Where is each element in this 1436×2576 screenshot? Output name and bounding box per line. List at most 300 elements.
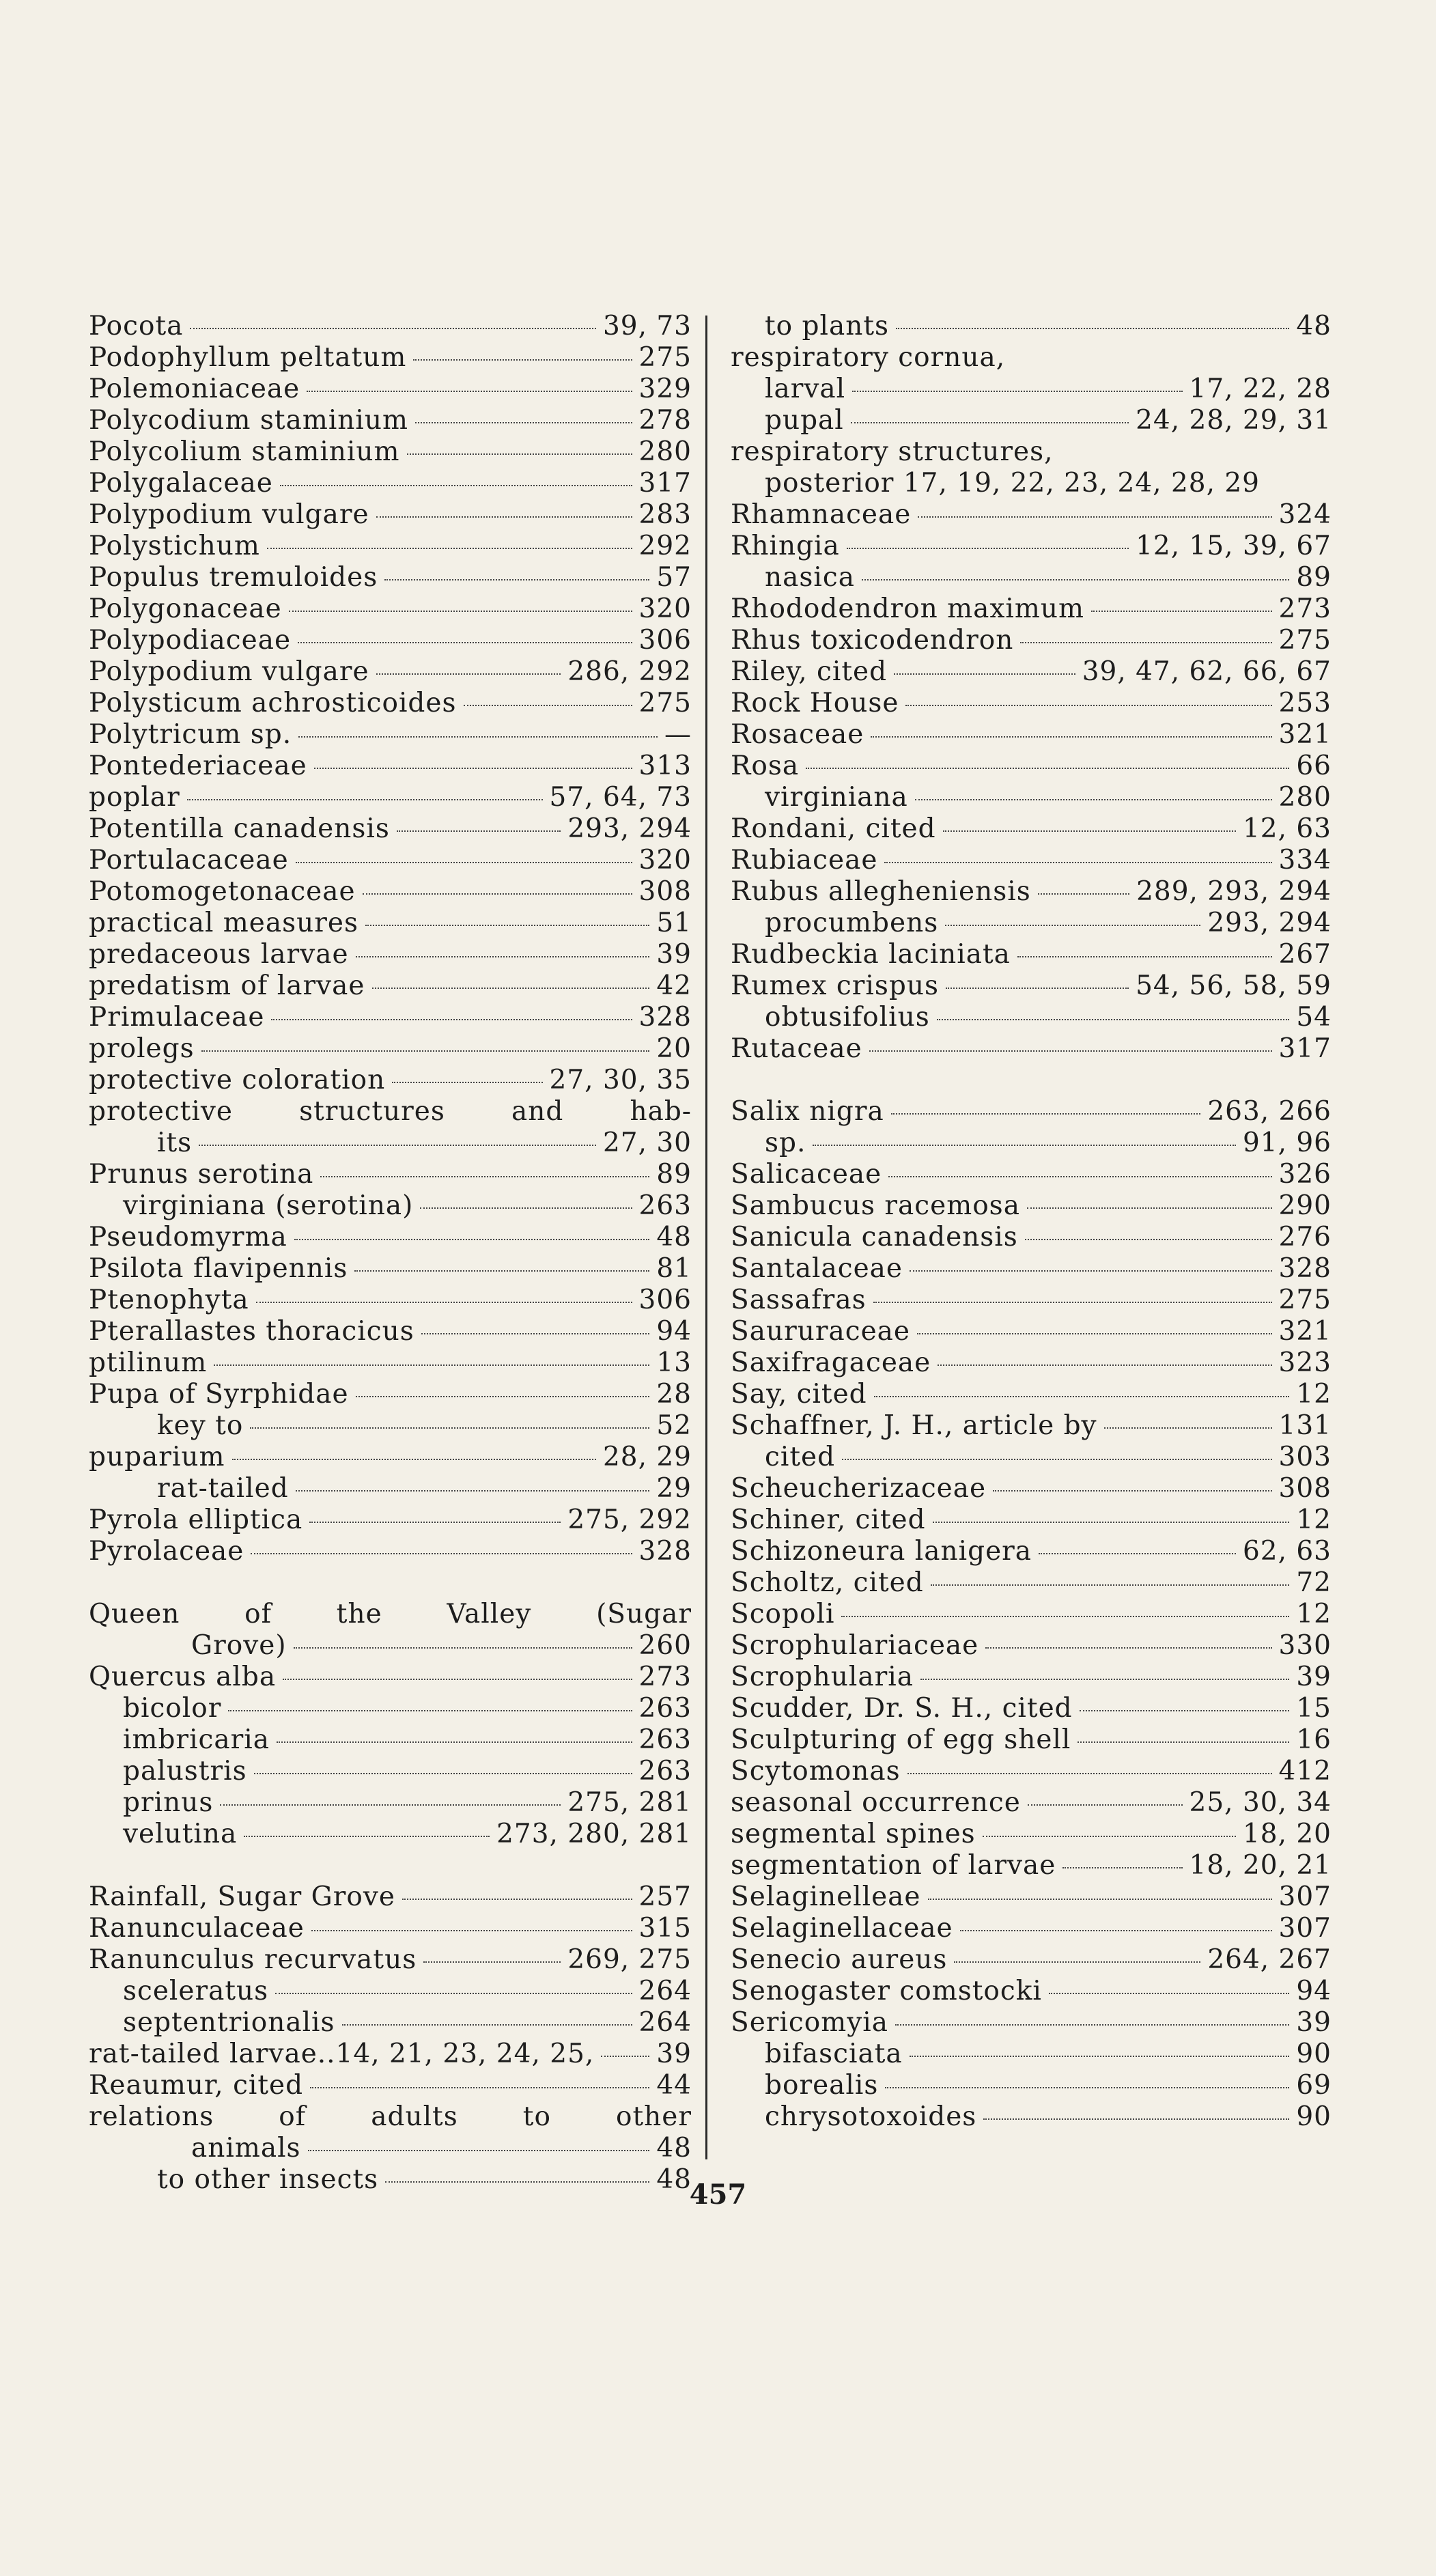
index-pages: 303 (1278, 1442, 1332, 1472)
index-term: protective structures and hab- (89, 1096, 692, 1127)
index-pages: 253 (1278, 688, 1332, 718)
index-entry (89, 1442, 692, 1473)
index-entry (89, 1285, 692, 1316)
index-pages: 308 (638, 876, 692, 907)
dot-leader (896, 328, 1289, 329)
dot-leader (915, 799, 1272, 800)
section-gap (89, 1850, 692, 1881)
dot-leader (356, 956, 650, 957)
index-entry (731, 342, 1332, 374)
index-term: Polycodium staminium (89, 405, 408, 436)
index-entry (89, 374, 692, 405)
dot-leader (806, 768, 1289, 769)
index-entry (89, 436, 692, 468)
index-pages: 48 (656, 2133, 692, 2164)
index-term: Rudbeckia laciniata (731, 939, 1011, 970)
index-term: posterior 17, 19, 22, 23, 24, 28, 29 (765, 468, 1260, 499)
index-entry (731, 1567, 1332, 1599)
index-entry (89, 2007, 692, 2039)
dot-leader (933, 1522, 1290, 1523)
index-entry (89, 1002, 692, 1033)
index-pages: 315 (638, 1913, 692, 1944)
index-pages: 12, 15, 39, 67 (1136, 531, 1332, 561)
index-entry (89, 2039, 692, 2070)
index-term: Potentilla canadensis (89, 813, 390, 844)
index-pages: 290 (1278, 1190, 1332, 1221)
index-pages: 39 (1296, 1662, 1332, 1692)
index-term: Polystichum (89, 531, 260, 561)
index-entry (89, 1536, 692, 1567)
dot-leader (228, 1710, 632, 1711)
dot-leader (931, 1584, 1290, 1586)
dot-leader (910, 2056, 1290, 2057)
index-column-right (731, 311, 1332, 2133)
index-term: Rondani, cited (731, 813, 936, 844)
index-term: Quercus alba (89, 1662, 277, 1692)
index-entry (731, 405, 1332, 436)
index-term: Sanicula canadensis (731, 1222, 1018, 1252)
index-pages: 307 (1278, 1881, 1332, 1912)
index-entry (731, 688, 1332, 719)
index-pages: 28 (656, 1379, 692, 1410)
dot-leader (813, 1145, 1236, 1146)
dot-leader (190, 328, 596, 329)
index-term: predatism of larvae (89, 970, 365, 1001)
index-pages: 292 (638, 531, 692, 561)
dot-leader (376, 673, 561, 675)
index-entry (731, 2007, 1332, 2039)
index-term: its (157, 1128, 193, 1158)
index-entry (731, 311, 1332, 342)
dot-leader (885, 2087, 1289, 2088)
dot-leader (1049, 1993, 1290, 1994)
dot-leader (1091, 611, 1272, 612)
index-entry (731, 1944, 1332, 1976)
index-entry (89, 908, 692, 939)
dot-leader (464, 705, 632, 706)
index-entry (89, 1724, 692, 1756)
index-pages: 328 (1278, 1253, 1332, 1284)
dot-leader (392, 1082, 542, 1083)
index-term: protective coloration (89, 1065, 386, 1095)
index-entry (89, 656, 692, 688)
index-pages: 16 (1296, 1724, 1332, 1755)
index-entry (89, 939, 692, 970)
index-pages: 90 (1296, 2039, 1332, 2069)
dot-leader (289, 611, 632, 612)
index-term: Polysticum achrosticoides (89, 688, 457, 718)
dot-leader (267, 548, 632, 549)
index-entry (731, 1473, 1332, 1504)
index-entry (731, 1693, 1332, 1724)
dot-leader (384, 579, 649, 580)
index-pages: 263 (638, 1756, 692, 1787)
index-term: practical measures (89, 908, 358, 938)
dot-leader (251, 1553, 632, 1554)
index-entry (731, 2070, 1332, 2101)
index-pages: 81 (656, 1253, 692, 1284)
index-pages: 27, 30, 35 (549, 1065, 692, 1095)
dot-leader (937, 1019, 1290, 1020)
index-term: Portulacaceae (89, 845, 289, 876)
index-entry (731, 1536, 1332, 1567)
dot-leader (294, 1647, 632, 1649)
index-pages: 90 (1296, 2101, 1332, 2132)
index-entry (89, 1756, 692, 1787)
index-term: sp. (765, 1128, 806, 1158)
index-pages: 48 (1296, 311, 1332, 341)
index-pages: 18, 20, 21 (1189, 1850, 1332, 1881)
index-pages: 42 (656, 970, 692, 1001)
dot-leader (402, 1899, 632, 1900)
index-term: respiratory structures, (731, 436, 1054, 467)
index-pages: 12 (1296, 1504, 1332, 1535)
index-entry (89, 1944, 692, 1976)
index-term: Rubiaceae (731, 845, 878, 876)
index-entry (89, 1253, 692, 1285)
index-pages: 293, 294 (1207, 908, 1332, 938)
dot-leader (894, 673, 1075, 675)
index-term: Polypodiaceae (89, 625, 292, 656)
dot-leader (311, 1930, 632, 1931)
dot-leader (413, 359, 632, 361)
index-entry (89, 1693, 692, 1724)
index-term: Saxifragaceae (731, 1347, 931, 1378)
index-term: Rutaceae (731, 1033, 862, 1064)
index-entry (731, 1724, 1332, 1756)
index-entry (731, 1787, 1332, 1819)
index-term: chrysotoxoides (765, 2101, 977, 2132)
index-entry (89, 688, 692, 719)
index-entry (89, 405, 692, 436)
index-term: Rubus allegheniensis (731, 876, 1031, 907)
index-term: Saururaceae (731, 1316, 910, 1347)
index-term: Polytricum sp. (89, 719, 292, 750)
index-term: obtusifolius (765, 1002, 930, 1033)
index-term: Schiner, cited (731, 1504, 926, 1535)
index-term: pupal (765, 405, 844, 436)
index-term: to plants (765, 311, 890, 341)
index-term: virginiana (765, 782, 908, 813)
index-pages: 51 (656, 908, 692, 938)
index-entry (89, 2101, 692, 2133)
dot-leader (296, 1490, 650, 1492)
index-term: Prunus serotina (89, 1159, 314, 1190)
index-term: Scrophulariaceae (731, 1630, 979, 1661)
index-entry (731, 1410, 1332, 1442)
dot-leader (945, 925, 1200, 926)
dot-leader (363, 893, 632, 895)
index-pages: 328 (638, 1536, 692, 1567)
dot-leader (1039, 1553, 1236, 1554)
dot-leader (851, 422, 1129, 423)
index-pages: 52 (656, 1410, 692, 1441)
dot-leader (280, 485, 632, 486)
index-entry (731, 1442, 1332, 1473)
index-pages: 275 (638, 688, 692, 718)
section-gap (731, 1065, 1332, 1096)
index-term: Polygalaceae (89, 468, 273, 499)
dot-leader (938, 1364, 1271, 1366)
dot-leader (873, 1302, 1272, 1303)
index-pages: 263 (638, 1724, 692, 1755)
index-pages: 280 (638, 436, 692, 467)
index-term: Queen of the Valley (Sugar (89, 1599, 692, 1629)
dot-leader (256, 1302, 632, 1303)
index-pages: 69 (1296, 2070, 1332, 2101)
index-term: Populus tremuloides (89, 562, 378, 593)
index-pages: 324 (1278, 499, 1332, 530)
index-pages: 48 (656, 1222, 692, 1252)
index-entry (89, 562, 692, 593)
dot-leader (365, 925, 649, 926)
index-entry (89, 1065, 692, 1096)
dot-leader (214, 1364, 649, 1366)
dot-leader (842, 1459, 1272, 1460)
index-pages: 307 (1278, 1913, 1332, 1944)
index-entry (731, 1128, 1332, 1159)
index-pages: 20 (656, 1033, 692, 1064)
index-term: rat-tailed larvae..14, 21, 23, 24, 25, (89, 2039, 595, 2069)
index-entry (731, 562, 1332, 593)
dot-leader (220, 1804, 561, 1806)
index-term: Pontederiaceae (89, 751, 307, 781)
index-term: cited (765, 1442, 836, 1472)
index-entry (731, 1976, 1332, 2007)
dot-leader (917, 1333, 1272, 1334)
index-entry (89, 1222, 692, 1253)
dot-leader (888, 1176, 1271, 1177)
index-term: Grove) (191, 1630, 287, 1661)
index-entry (731, 1033, 1332, 1065)
index-entry (89, 593, 692, 625)
dot-leader (310, 2087, 649, 2088)
dot-leader (283, 1679, 632, 1680)
dot-leader (874, 1396, 1290, 1397)
dot-leader (1038, 893, 1129, 895)
index-term: Polypodium vulgare (89, 499, 369, 530)
index-term: imbricaria (123, 1724, 270, 1755)
index-term: Scopoli (731, 1599, 835, 1629)
index-entry (89, 625, 692, 656)
index-entry (731, 970, 1332, 1002)
index-term: seasonal occurrence (731, 1787, 1021, 1818)
index-entry (731, 1253, 1332, 1285)
index-entry (89, 1787, 692, 1819)
index-term: Rock House (731, 688, 899, 718)
index-term: Ranunculaceae (89, 1913, 305, 1944)
index-entry (731, 1379, 1332, 1410)
index-term: virginiana (serotina) (123, 1190, 414, 1221)
index-entry (89, 311, 692, 342)
index-term: Ranunculus recurvatus (89, 1944, 417, 1975)
index-entry (89, 1881, 692, 1913)
dot-leader (983, 2118, 1289, 2120)
index-term: Rosaceae (731, 719, 864, 750)
index-term: ptilinum (89, 1347, 208, 1378)
dot-leader (275, 1993, 632, 1994)
index-entry (89, 1913, 692, 1944)
index-term: Pseudomyrma (89, 1222, 287, 1252)
dot-leader (199, 1145, 596, 1146)
index-pages: 39, 47, 62, 66, 67 (1082, 656, 1332, 687)
index-pages: 278 (638, 405, 692, 436)
index-entry (731, 1913, 1332, 1944)
index-entry (89, 1819, 692, 1850)
index-pages: 94 (1296, 1976, 1332, 2006)
index-pages: 39 (656, 2039, 692, 2069)
index-term: puparium (89, 1442, 225, 1472)
index-entry (731, 1819, 1332, 1850)
index-pages: 257 (638, 1881, 692, 1912)
dot-leader (298, 642, 632, 643)
index-pages: 412 (1278, 1756, 1332, 1787)
index-pages: 334 (1278, 845, 1332, 876)
index-entry (731, 1630, 1332, 1662)
index-entry (89, 970, 692, 1002)
index-term: nasica (765, 562, 855, 593)
index-term: segmentation of larvae (731, 1850, 1056, 1881)
index-term: Scytomonas (731, 1756, 901, 1787)
index-pages: 263 (638, 1693, 692, 1724)
dot-leader (314, 768, 632, 769)
index-term: Primulaceae (89, 1002, 265, 1033)
index-entry (89, 876, 692, 908)
index-pages: 273 (638, 1662, 692, 1692)
index-entry (89, 1504, 692, 1536)
dot-leader (983, 1836, 1236, 1837)
dot-leader (918, 516, 1271, 518)
index-pages: 12, 63 (1242, 813, 1332, 844)
index-entry (731, 1285, 1332, 1316)
dot-leader (920, 1679, 1289, 1680)
index-entry (89, 531, 692, 562)
index-pages: 276 (1278, 1222, 1332, 1252)
index-pages: 264, 267 (1207, 1944, 1332, 1975)
index-entry (89, 342, 692, 374)
dot-leader (1062, 1867, 1182, 1868)
index-entry (731, 751, 1332, 782)
index-pages: 317 (1278, 1033, 1332, 1064)
index-entry (89, 2133, 692, 2164)
dot-leader (884, 862, 1271, 863)
index-term: Schizoneura lanigera (731, 1536, 1032, 1567)
index-entry (731, 1316, 1332, 1347)
index-pages: 94 (656, 1316, 692, 1347)
index-pages: 17, 22, 28 (1189, 374, 1332, 404)
index-pages: 89 (1296, 562, 1332, 593)
index-entry (89, 813, 692, 845)
index-pages: 15 (1296, 1693, 1332, 1724)
dot-leader (294, 1239, 650, 1240)
index-term: Senecio aureus (731, 1944, 948, 1975)
index-term: rat-tailed (157, 1473, 289, 1504)
index-term: Rhamnaceae (731, 499, 912, 530)
index-entry (89, 1410, 692, 1442)
index-pages: 29 (656, 1473, 692, 1504)
dot-leader (1078, 1741, 1289, 1743)
index-pages: 323 (1278, 1347, 1332, 1378)
index-entry (89, 1159, 692, 1190)
index-term: Polygonaceae (89, 593, 282, 624)
index-entry (89, 719, 692, 751)
index-pages: 275 (638, 342, 692, 373)
index-pages: 57, 64, 73 (549, 782, 692, 813)
column-divider (705, 316, 707, 2159)
index-pages: 12 (1296, 1379, 1332, 1410)
index-entry (731, 1850, 1332, 1881)
dot-leader (871, 736, 1271, 738)
dot-leader (397, 830, 561, 832)
dot-leader (298, 736, 658, 738)
index-entry (89, 1473, 692, 1504)
dot-leader (420, 1207, 632, 1209)
index-term: velutina (123, 1819, 238, 1849)
index-term: Pupa of Syrphidae (89, 1379, 349, 1410)
index-entry (731, 1159, 1332, 1190)
index-pages: 306 (638, 1285, 692, 1315)
index-pages: 269, 275 (567, 1944, 692, 1975)
index-pages: 321 (1278, 719, 1332, 750)
dot-leader (354, 1270, 649, 1272)
index-entry (731, 468, 1332, 499)
index-entry (89, 2070, 692, 2101)
index-term: bifasciata (765, 2039, 903, 2069)
index-pages: 91, 96 (1242, 1128, 1332, 1158)
dot-leader (928, 1899, 1272, 1900)
section-gap (89, 1567, 692, 1599)
index-pages: 264 (638, 1976, 692, 2006)
index-term: Senogaster comstocki (731, 1976, 1042, 2006)
dot-leader (308, 2150, 650, 2151)
index-pages: 280 (1278, 782, 1332, 813)
index-term: Sassafras (731, 1285, 867, 1315)
index-term: Scholtz, cited (731, 1567, 924, 1598)
index-pages: 328 (638, 1002, 692, 1033)
dot-leader (993, 1490, 1271, 1492)
index-term: Polemoniaceae (89, 374, 300, 404)
index-pages: 13 (656, 1347, 692, 1378)
index-entry (731, 813, 1332, 845)
index-pages: 306 (638, 625, 692, 656)
index-term: Potomogetonaceae (89, 876, 356, 907)
index-term: Riley, cited (731, 656, 888, 687)
dot-leader (869, 1050, 1272, 1052)
page-number: 457 (689, 2179, 747, 2211)
index-entry (731, 436, 1332, 468)
index-term: Santalaceae (731, 1253, 903, 1284)
dot-leader (907, 1773, 1272, 1774)
index-pages: 57 (656, 562, 692, 593)
dot-leader (601, 2056, 649, 2057)
index-entry (731, 1002, 1332, 1033)
index-column-left (89, 311, 692, 2196)
dot-leader (891, 1113, 1201, 1115)
dot-leader (954, 1961, 1200, 1963)
index-entry (89, 1316, 692, 1347)
index-term: Salix nigra (731, 1096, 884, 1127)
index-term: sceleratus (123, 1976, 269, 2006)
dot-leader (372, 988, 650, 989)
index-pages: 72 (1296, 1567, 1332, 1598)
index-entry (89, 1599, 692, 1630)
index-term: Psilota flavipennis (89, 1253, 348, 1284)
index-term: procumbens (765, 908, 939, 938)
dot-leader (946, 988, 1129, 989)
index-term: Pterallastes thoracicus (89, 1316, 414, 1347)
index-entry (89, 751, 692, 782)
index-entry (89, 1662, 692, 1693)
